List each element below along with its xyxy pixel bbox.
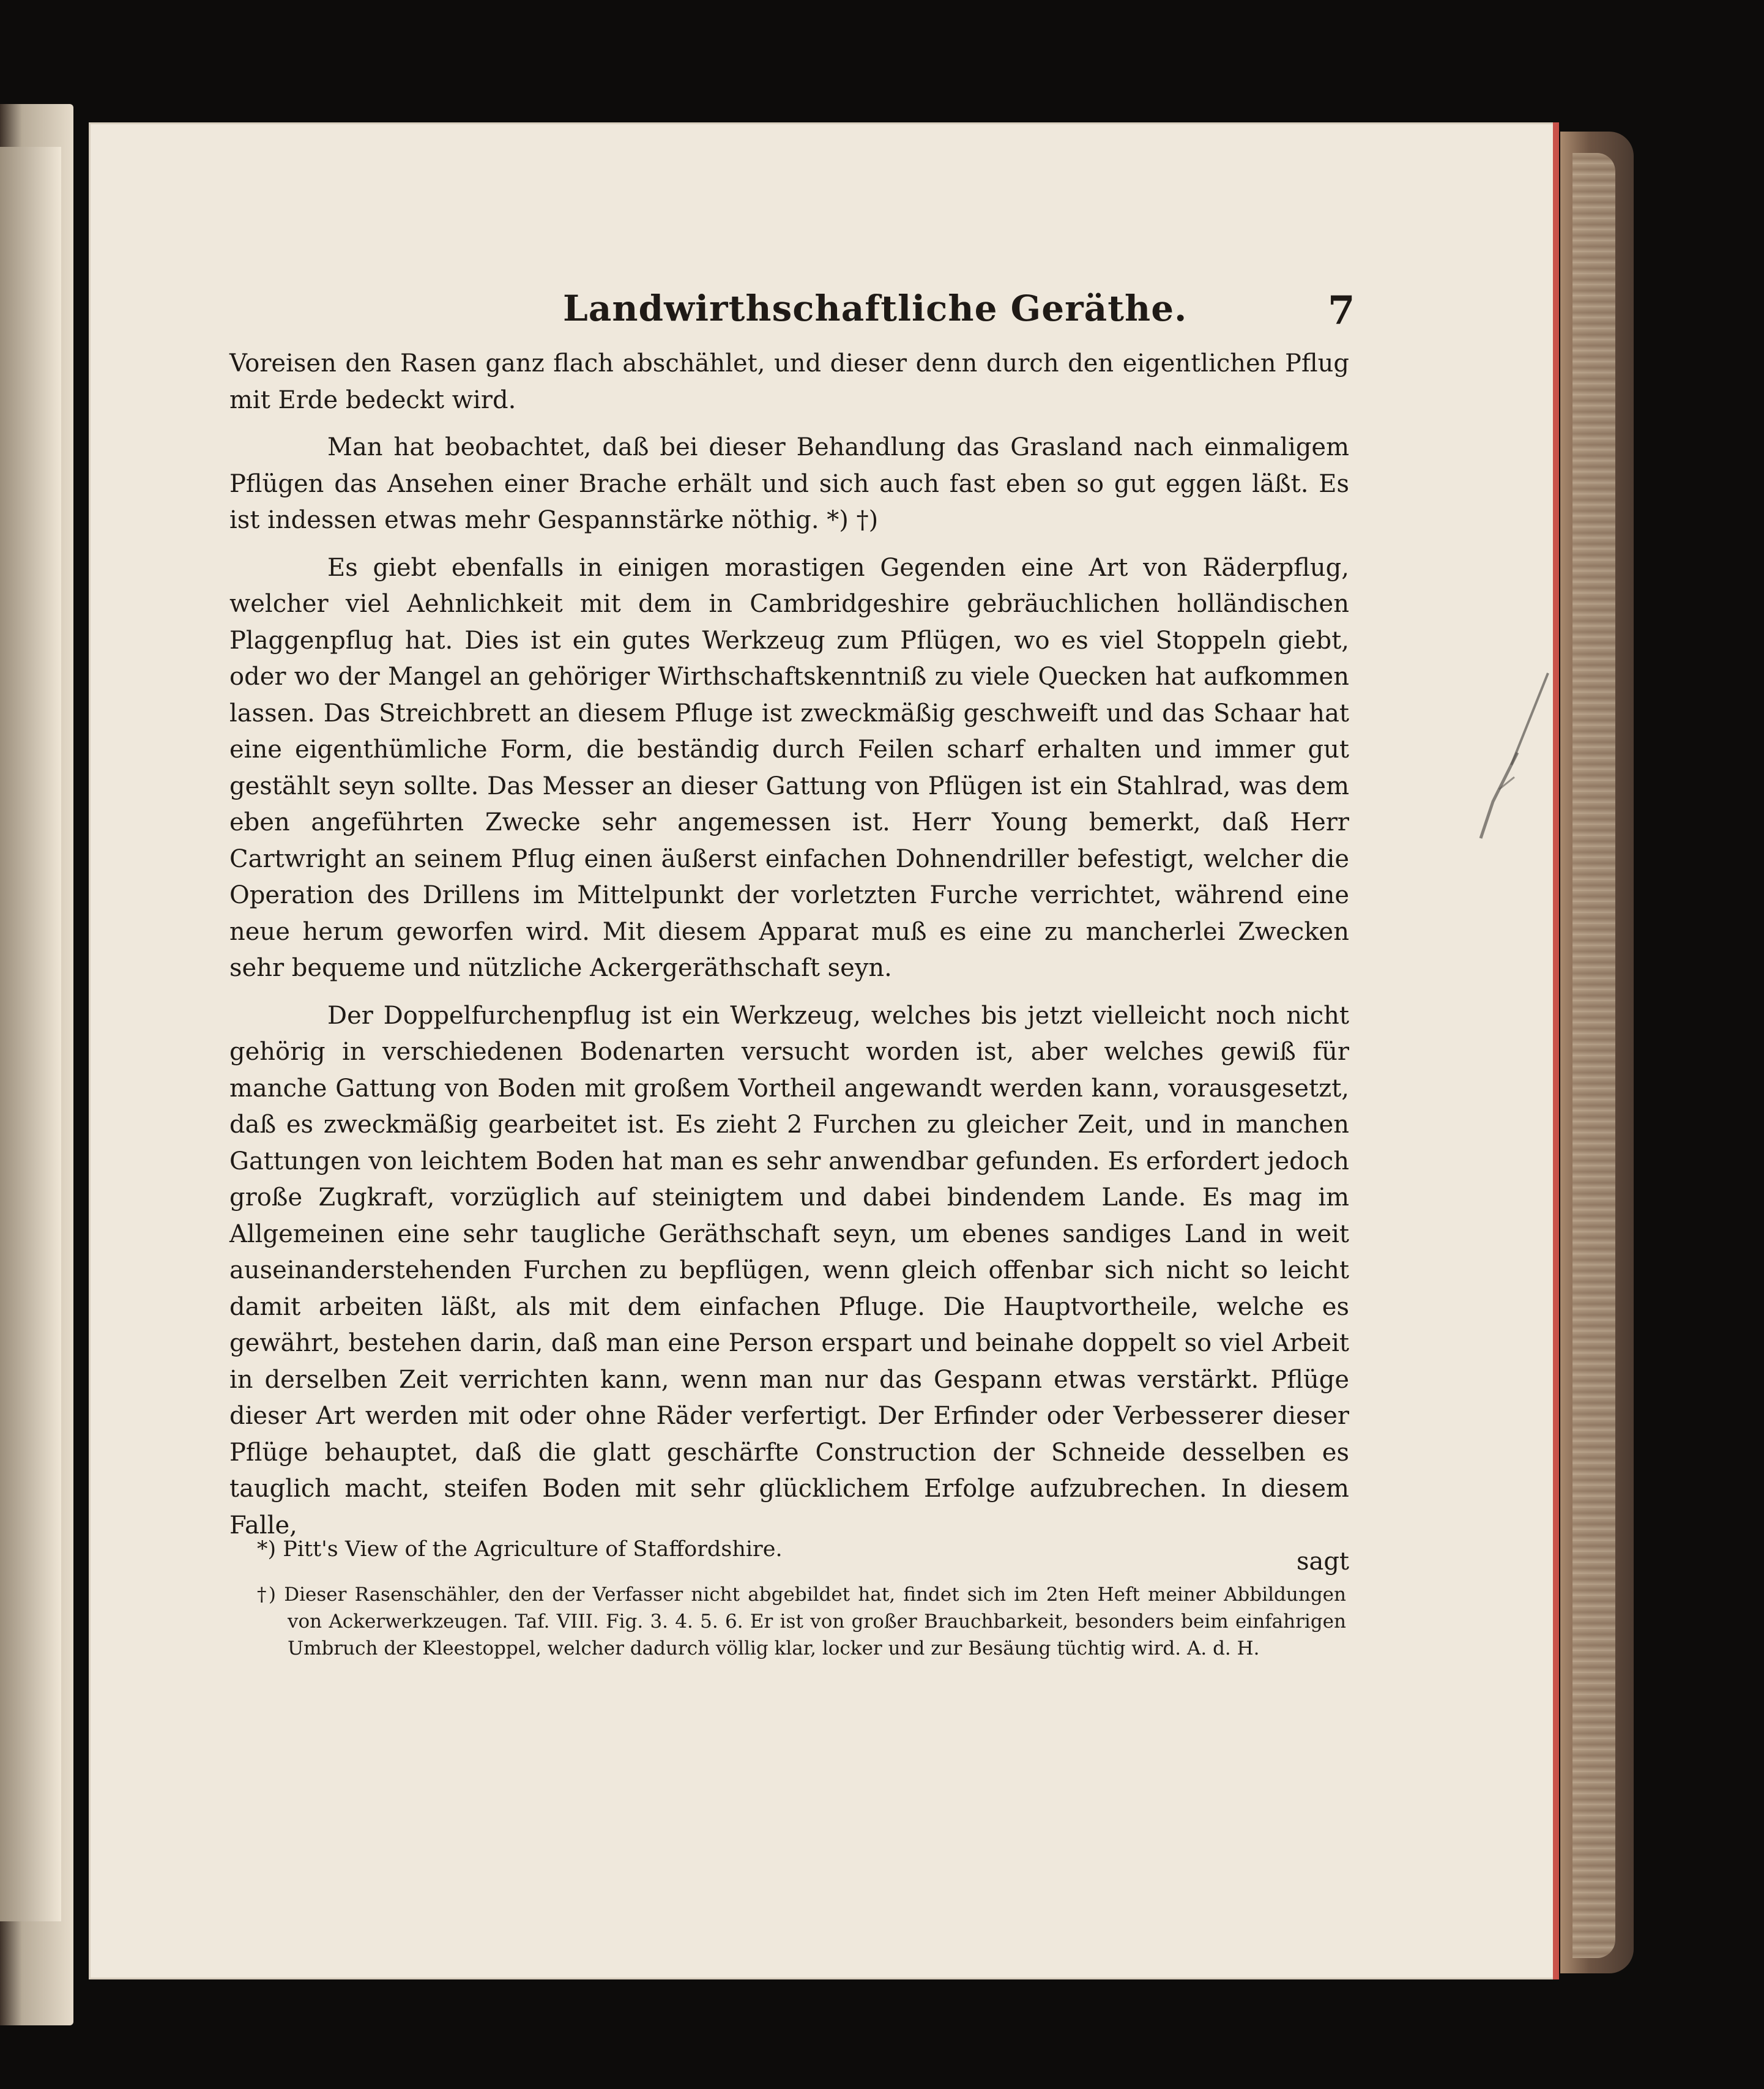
pencil-marks-icon (1456, 661, 1554, 857)
footnotes (257, 1535, 1346, 1662)
footnote-1: *) Pitt's View of the Agriculture of Staffordshire. (257, 1537, 783, 1562)
paragraph-4: Der Doppelfurchenpflug ist ein Werkzeug, welches bis jetzt vielleicht noch nicht gehörig in verschiedenen Bodenarten versucht worden ist, aber welches gewiß für manche Gattung von Boden mit großem Vortheil angewandt werden kann, vorausgesetzt, daß es zweckmäßig gearbeitet ist. Es zieht 2 Furchen zu gleicher Zeit, und in manchen Gattungen von leichtem Boden hat man es sehr anwendbar gefunden. Es erfordert jedoch große Zugkraft, vorzüglich auf steinigtem und dabei bindendem Lande. Es mag im Allgemeinen eine sehr taugliche Geräthschaft seyn, um ebenes sandiges Land in weit auseinanderstehenden Furchen zu bepflügen, wenn gleich offenbar sich nicht so leicht damit arbeiten läßt, als mit dem einfachen Pfluge. Die Hauptvortheile, welche es gewährt, bestehen darin, daß man eine Person erspart und beinahe doppelt so viel Arbeit in derselben Zeit verrichten kann, wenn man nur das Gespann etwas verstärkt. Pflüge dieser Art werden mit oder ohne Räder verfertigt. Der Erfinder oder Verbesserer dieser Pflüge behauptet, daß die glatt geschärfte Construction der Schneide desselben es tauglich macht, steifen Boden mit sehr glücklichem Erfolge aufzubrechen. In diesem Falle, (229, 1001, 1349, 1540)
paragraph-3: Es giebt ebenfalls in einigen morastigen Gegenden eine Art von Räderpflug, welcher viel Aehnlichkeit mit dem in Cambridgeshire gebräuchlichen holländischen Plaggenpflug hat. Dies ist ein gutes Werkzeug zum Pflügen, wo es viel Stoppeln giebt, oder wo der Mangel an gehöriger Wirthschaftskenntniß zu viele Quecken hat aufkommen lassen. Das Streichbrett an diesem Pfluge ist zweckmäßig geschweift und das Schaar hat eine eigenthümliche Form, die beständig durch Feilen scharf erhalten und immer gut gestählt seyn sollte. Das Messer an dieser Gattung von Pflügen ist ein Stahlrad, was dem eben angeführten Zwecke sehr angemessen ist. Herr Young bemerkt, daß Herr Cartwright an seinem Pflug einen äußerst einfachen Dohnendriller befestigt, welcher die Operation des Drillens im Mittelpunkt der vorletzten Furche verrichtet, während eine neue herum geworfen wird. Mit diesem Apparat muß es eine zu mancherlei Zwecken sehr bequeme und nützliche Ackergeräthschaft seyn. (229, 553, 1349, 982)
body-text (229, 346, 1349, 1581)
paragraph-2: Man hat beobachtet, daß bei dieser Behandlung das Grasland nach einmaligem Pflügen das Ansehen einer Brache erhält und sich auch fast eben so gut eggen läßt. Es ist indessen etwas mehr Gespannstärke nöthig. *) †) (229, 433, 1349, 534)
page-number: 7 (1328, 288, 1355, 333)
adjacent-left-page-inner (0, 147, 61, 1921)
paragraph-1: Voreisen den Rasen ganz flach abschählet, und dieser denn durch den eigentlichen Pflug mit Erde bedeckt wird. (229, 349, 1349, 414)
running-head: Landwirthschaftliche Geräthe. (563, 288, 1188, 329)
red-page-edge (1553, 122, 1559, 1979)
book-page-stack (1572, 153, 1615, 1958)
catchword: sagt (1296, 1547, 1349, 1576)
footnote-2: †) Dieser Rasenschähler, den der Verfasser nicht abgebildet hat, findet sich im 2ten Heft meiner Abbildungen von Ackerwerkzeugen. Taf. VIII. Fig. 3. 4. 5. 6. Er ist von großer Brauchbarkeit, besonders beim einfahrigen Umbruch der Kleestoppel, welcher dadurch völlig klar, locker und zur Besäung tüchtig wird. A. d. H. (257, 1584, 1346, 1659)
